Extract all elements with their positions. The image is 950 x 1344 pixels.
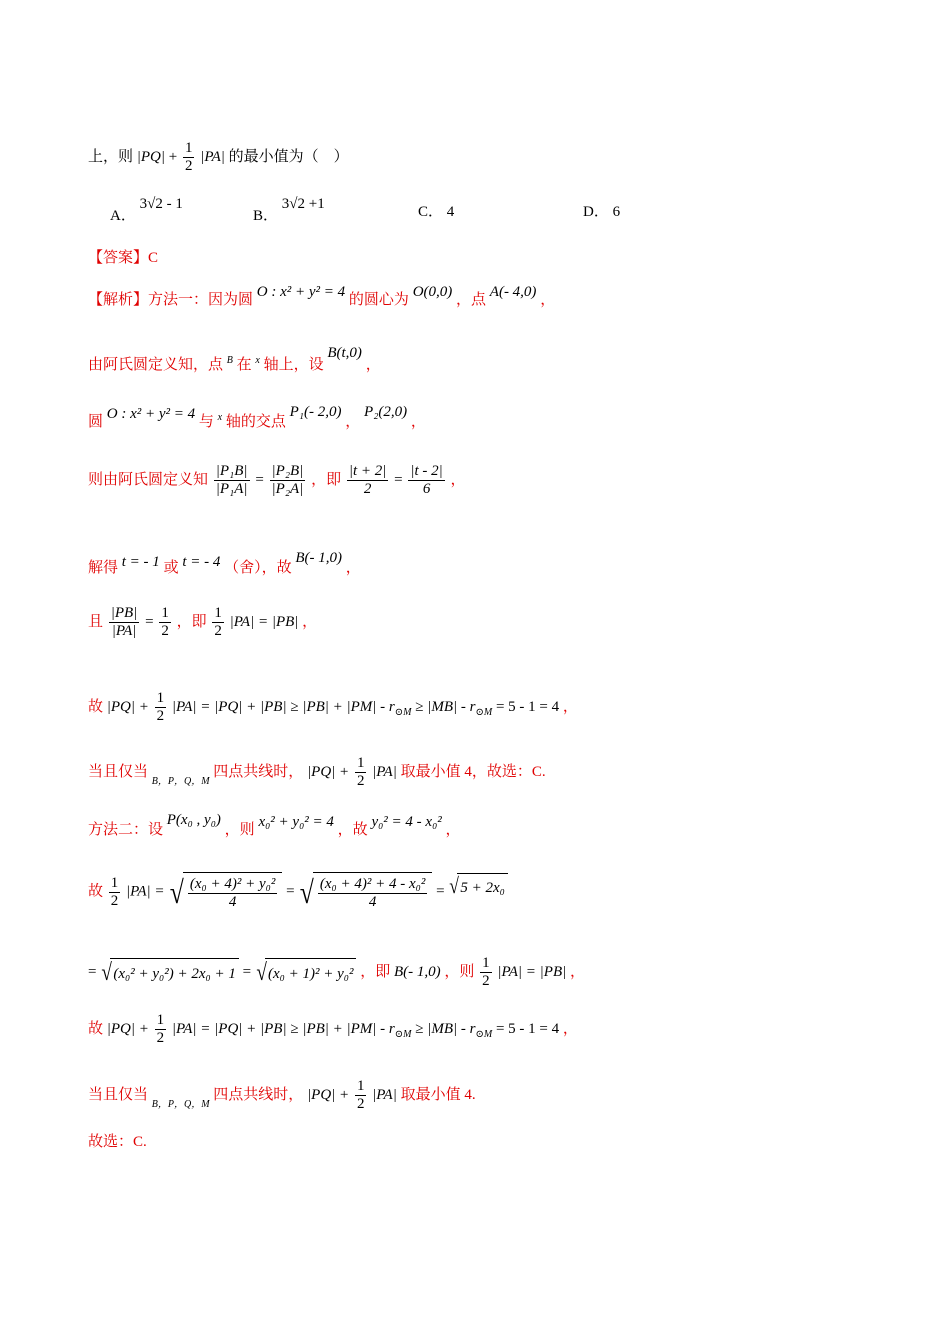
analysis-text: 在 [236,357,252,373]
analysis-line-8 [88,755,546,790]
fraction-numerator: 1 [356,755,365,771]
option-b-value: 3√2 +1 [281,196,325,212]
analysis-text: 四点共线时， [213,1086,304,1103]
fraction-denominator: 2 [356,773,365,789]
fraction-half [159,605,171,640]
option-d [583,200,620,221]
sqrt-expression-2: √ $\frac{\text{(x₀ + 4)² + 4 - x₀²}}{4}$ [298,872,432,912]
analysis-text: ，则 [444,963,475,980]
analysis-line-7 [88,690,578,725]
option-a-letter: A． [110,208,136,224]
answer-tag: 【答案】 [88,250,149,266]
expr-pa: |PA| [372,763,397,780]
fraction-denominator: 2 [156,708,165,724]
analysis-text: 四点共线时， [213,763,304,780]
analysis-text: 解得 [88,560,119,576]
result-value: = 5 - 1 = 4 [492,1020,560,1037]
analysis-text: （舍），故 [224,560,292,576]
analysis-text: 方法二：设 [88,822,164,838]
radius-subscript: ⊙M [394,1028,412,1040]
analysis-text: 当且仅当 [88,1086,149,1103]
question-plus: + [168,148,178,165]
fraction-p2b-p2a [270,463,306,498]
option-c-value: 4 [446,204,455,220]
circle-equation: O : x² + y² = 4 [106,406,196,422]
fraction-t-minus-2 [408,463,444,498]
point-b-label: B [226,355,233,366]
answer-line [88,248,158,268]
option-b-letter: B． [253,208,279,224]
fraction-numerator: 1 [156,690,165,706]
analysis-text: 取最小值 4. [400,1086,476,1103]
collinear-points: B，P，Q，M [151,1098,210,1110]
analysis-text: ，即 [311,471,342,488]
expr-pa: |PA| [372,1086,397,1103]
point-b: B(- 1,0) [394,963,441,980]
point-a: A(- 4,0) [489,284,537,300]
point-p2: P₂(2,0) [364,404,408,420]
fraction-t-plus-2 [347,463,389,498]
analysis-text: 故 [88,883,104,900]
radius-subscript: ⊙M [394,706,412,718]
sqrt-expression-3: √ 5 + 2x₀ [448,873,508,899]
solution-t2: t = - 4 [182,554,221,570]
analysis-text: 的圆心为 [348,292,409,308]
point-p1: P₁(- 2,0) [289,404,342,420]
point-b: B(t,0) [327,345,362,361]
analysis-text: ，即 [176,613,207,630]
fraction-numerator: 1 [156,1012,165,1028]
option-a-value: 3√2 - 1 [139,196,183,212]
point-o: O(0,0) [412,284,453,300]
analysis-text: ， [540,292,556,308]
fraction-denominator: |P₂A| [271,481,304,497]
fraction-numerator: 1 [161,605,169,621]
analysis-line-12 [88,1012,578,1047]
analysis-text: 方法一：因为圆 [148,292,254,308]
equals-sign: = [145,613,154,630]
analysis-text: ，即 [360,963,391,980]
analysis-text: ， [410,414,426,430]
fraction-half [155,1012,167,1047]
fraction-denominator: 2 [161,623,169,639]
fraction-denominator: 2 [184,158,193,174]
fraction-denominator: 2 [356,1096,365,1112]
result-value: = 5 - 1 = 4 [492,698,560,715]
analysis-text: 轴上，设 [263,357,324,373]
fraction-numerator: |t + 2| [348,463,387,479]
fraction-denominator: |PA| [111,623,137,639]
sqrt-expression-4: √ (x₀² + y₀²) + 2x₀ + 1 [100,958,239,988]
fraction-half [155,690,167,725]
analysis-line-5 [88,550,361,578]
point-p: P(x₀ , y₀) [166,812,221,828]
point-b: B(- 1,0) [295,550,343,566]
fraction-half [355,1078,367,1113]
analysis-text: 当且仅当 [88,763,149,780]
analysis-text: 圆 [88,414,104,430]
radius-subscript: ⊙M [475,1028,493,1040]
analysis-text: ， [345,414,361,430]
pa-equals-pb: |PA| = |PB| [229,613,299,630]
question-prefix: 上，则 [88,148,134,165]
option-b [253,196,325,224]
equals-sign: = [88,963,97,980]
analysis-line-9 [88,812,461,840]
radius-subscript: ⊙M [475,706,493,718]
x-axis-label: x [255,355,260,366]
fraction-numerator: (x₀ + 4)² + y₀² [189,876,276,892]
sqrt-body: (x₀² + y₀²) + 2x₀ + 1 [110,958,238,988]
analysis-text: ， [570,963,586,980]
analysis-text: 故 [88,698,104,715]
pa-equals-pb: |PA| = |PB| [497,963,567,980]
fraction-denominator: |P₁A| [215,481,248,497]
fraction-denominator: 6 [422,481,431,497]
solution-t1: t = - 1 [121,554,160,570]
analysis-text: ， [345,560,361,576]
equals-sign: = [286,883,295,900]
analysis-text: ，故 [337,822,368,838]
analysis-text: 且 [88,613,104,630]
option-c-letter: C． [418,204,444,220]
question-line [88,140,349,175]
fraction-pb-pa [109,605,140,640]
analysis-text: 故 [88,1020,104,1037]
fraction-p1b-p1a [214,463,250,498]
fraction-half [355,755,367,790]
fraction-denominator: 2 [214,623,222,639]
fraction-numerator: |PB| [110,605,138,621]
fraction-denominator: 2 [482,973,490,989]
fraction-numerator: (x₀ + 4)² + 4 - x₀² [319,876,426,892]
fraction-denominator: 2 [363,481,372,497]
analysis-line-2 [88,345,381,377]
analysis-line-3 [88,404,426,434]
expr-pq: |PQ| + [307,763,350,780]
analysis-text: 轴的交点 [225,414,286,430]
equals-sign: = [436,883,445,900]
question-expr-pa: |PA| [200,148,225,165]
fraction-numerator: 1 [482,955,490,971]
inequality-chain: |PA| = |PQ| + |PB| ≥ |PB| + |PM| - r [171,1020,395,1037]
analysis-text: 或 [163,560,179,576]
analysis-line-1 [88,284,556,310]
analysis-text: ，则 [224,822,255,838]
sqrt-fraction [318,876,427,911]
question-expr-pq: |PQ| [136,148,166,165]
fraction-numerator: |t - 2| [410,463,443,479]
analysis-text: ， [562,698,578,715]
inequality-chain: ≥ |MB| - r [411,698,476,715]
inequality-chain: ≥ |MB| - r [411,1020,476,1037]
analysis-text: ， [562,1020,578,1037]
expr-pq: |PQ| + [106,1020,149,1037]
sqrt-fraction [188,876,277,911]
analysis-text: 与 [198,414,214,430]
question-half-fraction [183,140,195,175]
analysis-text: ， [365,357,381,373]
analysis-text: ， [450,471,466,488]
fraction-denominator: 2 [156,1030,165,1046]
question-suffix: 的最小值为（ ） [228,148,349,165]
option-c [418,200,454,221]
analysis-line-14 [88,1132,147,1152]
x-axis-label: x [217,412,223,423]
analysis-text: ， [445,822,461,838]
fraction-numerator: |P₁B| [215,463,248,479]
fraction-numerator: 1 [356,1078,365,1094]
option-a [110,196,183,224]
analysis-line-4: 则由阿氏圆定义知 $\frac{\text{|P₁B|}}{\text{|P₁A|}}$ = $\frac{\text{|P₂B|}}{\text{|P₂A|}}$ ，即 $\frac{|t + 2|}{2}$ = $\frac{|t - 2|}{6}$ ， [88,463,466,497]
answer-value: C [148,250,159,266]
option-d-value: 6 [612,204,621,220]
final-choice: 故选：C. [88,1134,147,1150]
sqrt-expression-1: √ $\frac{\text{(x₀ + 4)² + y₀²}}{4}$ [168,872,282,912]
fraction-denominator: 4 [368,894,377,910]
analysis-text: ， [302,613,318,630]
expr-pq: |PQ| + [307,1086,350,1103]
analysis-text: 则由阿氏圆定义知 [88,471,209,488]
analysis-text: 由阿氏圆定义知，点 [88,357,224,373]
fraction-numerator: 1 [110,874,119,891]
circle-equation: O : x² + y² = 4 [256,284,346,300]
collinear-points: B，P，Q，M [151,775,210,787]
y0-squared: y₀² = 4 - x₀² [371,814,442,830]
sqrt-expression-5: √ (x₀ + 1)² + y₀² [255,958,357,988]
fraction-numerator: 1 [184,140,193,156]
fraction-denominator: 4 [228,894,237,910]
analysis-line-11 [88,955,585,990]
fraction-numerator: 1 [214,605,222,621]
fraction-denominator: 2 [110,892,119,909]
fraction-half [480,955,492,990]
sqrt-body: 5 + 2x₀ [457,873,508,899]
analysis-tag: 【解析】 [88,292,149,308]
option-d-letter: D． [583,204,609,220]
inequality-chain: |PA| = |PQ| + |PB| ≥ |PB| + |PM| - r [171,698,395,715]
analysis-text: ，点 [456,292,487,308]
analysis-text: 取最小值 4，故选：C. [400,763,546,780]
analysis-line-6 [88,605,317,640]
circle-equation: x₀² + y₀² = 4 [258,814,334,830]
fraction-half [109,875,121,910]
expr-pq: |PQ| + [106,698,149,715]
sqrt-body: (x₀ + 1)² + y₀² [265,958,356,988]
equals-sign: = [242,963,252,980]
analysis-line-10 [88,872,508,912]
fraction-numerator: |P₂B| [271,463,304,479]
expr-pa: |PA| = [126,883,165,900]
analysis-line-13 [88,1078,476,1113]
fraction-half [212,605,224,640]
